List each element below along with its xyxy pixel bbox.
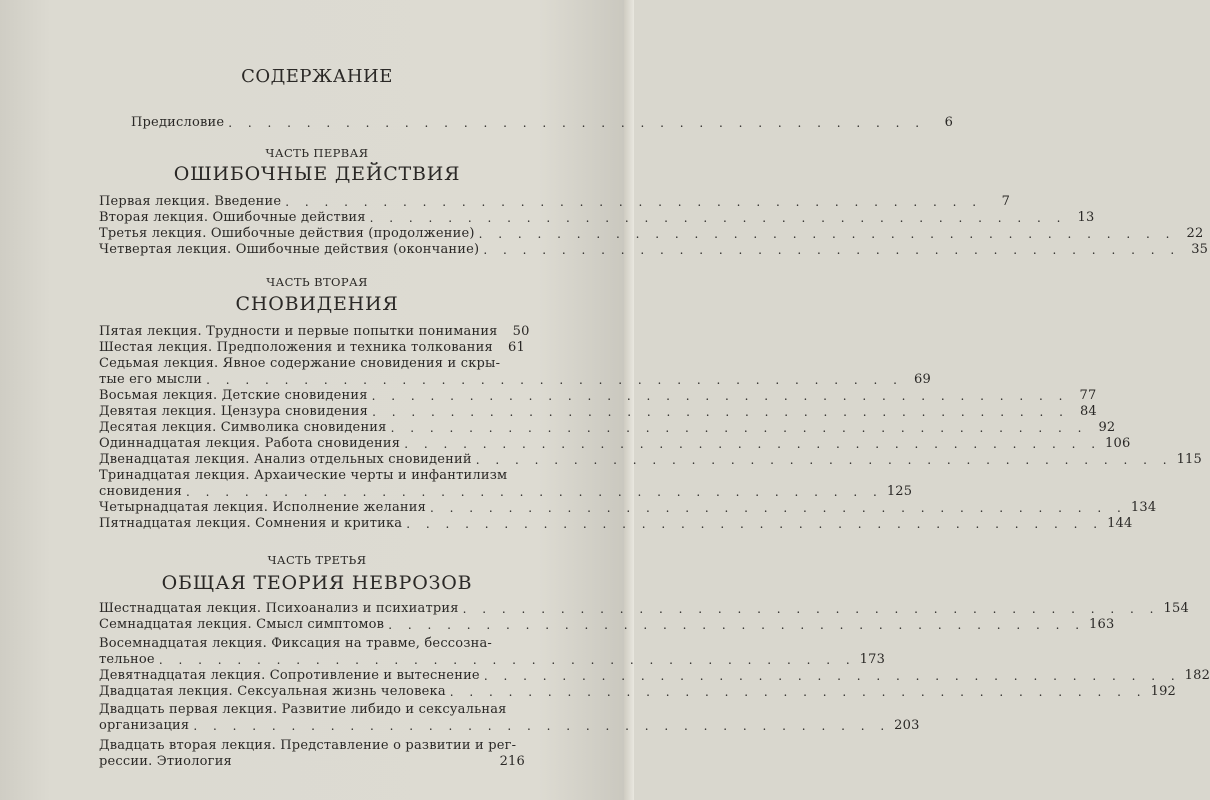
toc-entry-text: сновидения — [99, 484, 182, 499]
toc-entry-first-line: Тринадцатая лекция. Архаические черты и инфантилизм — [99, 468, 508, 483]
leader-dots: . . . . . . . . . . . . . . . . . . . . . . . . . . . . . . . . . . . . — [462, 602, 1160, 616]
toc-entry-text: Шестая лекция. Предположения и техника толкования — [99, 340, 493, 355]
toc-entry — [99, 242, 1209, 258]
toc-entry-preface — [131, 115, 954, 131]
leader-dots: . . . . . . . . . . . . . . . . . . . . . . . . . . . . . . . . . . . . — [478, 227, 1176, 241]
toc-entry — [99, 484, 913, 500]
toc-entry-text: Третья лекция. Ошибочные действия (продолжение) — [99, 226, 475, 241]
toc-entry-page: 154 — [1163, 601, 1189, 616]
toc-entry-page: 203 — [894, 718, 920, 733]
toc-entry-page: 69 — [913, 372, 931, 387]
leader-dots: . . . . . . . . . . . . . . . . . . . . . . . . . . . . . . . . . . . . — [371, 389, 1069, 403]
toc-entry-text: Предисловие — [131, 115, 225, 130]
toc-entry — [99, 668, 1210, 684]
toc-entry — [99, 718, 920, 734]
toc-entry — [99, 452, 1202, 468]
toc-entry — [99, 436, 1131, 452]
toc-entry — [99, 652, 886, 668]
toc-entry — [99, 372, 931, 388]
toc-entry-page: 192 — [1150, 684, 1177, 699]
toc-entry — [99, 601, 1189, 617]
toc-entry — [99, 340, 525, 356]
toc-entry-page: 115 — [1176, 452, 1202, 467]
toc-entry-first-line: Двадцать вторая лекция. Представление о развитии и рег- — [99, 738, 517, 753]
leader-dots: . . . . . . . . . . . . . . . . . . . . . . . . . . . . . . . . . . . . — [390, 421, 1088, 435]
toc-entry-page: 13 — [1077, 210, 1095, 225]
toc-entry-text: тые его мысли — [99, 372, 203, 387]
leader-dots: . . . . . . . . . . . . . . . . . . . . . . . . . . . . . . . . . . . . — [193, 719, 891, 733]
leader-dots: . . . . . . . . . . . . . . . . . . . . . . . . . . . . . . . . . . . . — [483, 669, 1181, 683]
leader-dots: . . . . . . . . . . . . . . . . . . . . . . . . . . . . . . . . . . . . — [372, 405, 1069, 419]
toc-entry — [99, 324, 530, 340]
toc-entry-page: 106 — [1105, 436, 1131, 451]
leader-dots: . . . . . . . . . . . . . . . . . . . . . . . . . . . . . . . . . . . . — [388, 618, 1086, 632]
leader-dots: . . . . . . . . . . . . . . . . . . . . . . . . . . . . . . . . . . . . — [449, 685, 1147, 699]
toc-entry-first-line: Седьмая лекция. Явное содержание сновидения и скры- — [99, 356, 501, 371]
toc-entry-page: 61 — [508, 340, 525, 355]
toc-entry-page: 134 — [1130, 500, 1157, 515]
toc-entry-page: 144 — [1107, 516, 1133, 531]
leader-dots: . . . . . . . . . . . . . . . . . . . . . . . . . . . . . . . . . . . . — [406, 517, 1104, 531]
toc-entry — [99, 617, 1115, 633]
toc-entry-page: 50 — [512, 324, 530, 339]
part-title: ОШИБОЧНЫЕ ДЕЙСТВИЯ — [173, 163, 461, 185]
toc-entry-text: Двадцатая лекция. Сексуальная жизнь человека — [99, 684, 446, 699]
page-title: СОДЕРЖАНИЕ — [241, 66, 393, 87]
toc-entry-text: Девятнадцатая лекция. Сопротивление и вытеснение — [99, 668, 480, 683]
toc-entry — [99, 194, 1011, 210]
toc-entry — [99, 404, 1097, 420]
part-label: ЧАСТЬ ТРЕТЬЯ — [267, 553, 367, 567]
toc-entry-page: 22 — [1186, 226, 1204, 241]
leader-dots: . . . . . . . . . . . . . . . . . . . . . . . . . . . . . . . . . . . . — [475, 453, 1173, 467]
toc-entry-page: 6 — [944, 115, 954, 130]
leader-dots: . . . . . . . . . . . . . . . . . . . . . . . . . . . . . . . . . . . . — [206, 373, 903, 387]
toc-entry-text: Четырнадцатая лекция. Исполнение желания — [99, 500, 427, 515]
toc-entry — [99, 754, 525, 770]
toc-entry-page: 173 — [859, 652, 886, 667]
toc-entry-text: Пятая лекция. Трудности и первые попытки понимания — [99, 324, 498, 339]
leader-dots: . . . . . . . . . . . . . . . . . . . . . . . . . . . . . . . . . . . . — [483, 243, 1181, 257]
leader-dots: . . . . . . . . . . . . . . . . . . . . . . . . . . . . . . . . . . . . — [185, 485, 883, 499]
toc-entry-page: 77 — [1079, 388, 1097, 403]
toc-entry-page: 92 — [1098, 420, 1116, 435]
part-label: ЧАСТЬ ПЕРВАЯ — [265, 146, 369, 160]
leader-dots: . . . . . . . . . . . . . . . . . . . . . . . . . . . . . . . . . . . . — [404, 437, 1102, 451]
toc-entry-text: Шестнадцатая лекция. Психоанализ и психиатрия — [99, 601, 459, 616]
toc-entry-text: Одиннадцатая лекция. Работа сновидения — [99, 436, 401, 451]
part-label: ЧАСТЬ ВТОРАЯ — [266, 275, 368, 289]
toc-entry-text: тельное — [99, 652, 155, 667]
toc-entry-text: рессии. Этиология — [99, 754, 232, 769]
toc-entry-text: Первая лекция. Введение — [99, 194, 282, 209]
toc-entry-text: Семнадцатая лекция. Смысл симптомов — [99, 617, 385, 632]
toc-entry-page: 84 — [1079, 404, 1097, 419]
toc-entry-text: Двенадцатая лекция. Анализ отдельных сновидений — [99, 452, 472, 467]
leader-dots: . . . . . . . . . . . . . . . . . . . . . . . . . . . . . . . . . . . . — [228, 116, 926, 130]
toc-entry — [99, 226, 1204, 242]
toc-entry-page: 7 — [1001, 194, 1011, 209]
toc-entry-text: Девятая лекция. Цензура сновидения — [99, 404, 369, 419]
toc-entry-page: 35 — [1191, 242, 1209, 257]
toc-entry-page: 163 — [1089, 617, 1115, 632]
leader-dots: . . . . . . . . . . . . . . . . . . . . . . . . . . . . . . . . . . . . — [430, 501, 1127, 515]
toc-entry — [99, 516, 1133, 532]
toc-entry — [99, 684, 1177, 700]
toc-entry-text: Четвертая лекция. Ошибочные действия (окончание) — [99, 242, 480, 257]
toc-entry-text: Восьмая лекция. Детские сновидения — [99, 388, 368, 403]
part-title: ОБЩАЯ ТЕОРИЯ НЕВРОЗОВ — [161, 572, 473, 594]
part-title: СНОВИДЕНИЯ — [235, 293, 399, 315]
toc-entry — [99, 388, 1097, 404]
leader-dots: . . . . . . . . . . . . . . . . . . . . . . . . . . . . . . . . . . . . — [285, 195, 983, 209]
leader-dots: . . . . . . . . . . . . . . . . . . . . . . . . . . . . . . . . . . . . — [158, 653, 856, 667]
leader-dots: . . . . . . . . . . . . . . . . . . . . . . . . . . . . . . . . . . . . — [369, 211, 1067, 225]
toc-entry — [99, 210, 1095, 226]
toc-entry-text: Пятнадцатая лекция. Сомнения и критика — [99, 516, 403, 531]
toc-entry — [99, 500, 1157, 516]
toc-entry-text: Вторая лекция. Ошибочные действия — [99, 210, 366, 225]
toc-entry — [99, 420, 1116, 436]
toc-entry-page: 182 — [1184, 668, 1210, 683]
toc-entry-page: 216 — [499, 754, 525, 769]
toc-entry-page: 125 — [886, 484, 913, 499]
toc-entry-text: организация — [99, 718, 190, 733]
toc-entry-first-line: Восемнадцатая лекция. Фиксация на травме, бессозна- — [99, 636, 493, 651]
toc-entry-first-line: Двадцать первая лекция. Развитие либидо и сексуальная — [99, 702, 507, 717]
toc-entry-text: Десятая лекция. Символика сновидения — [99, 420, 387, 435]
